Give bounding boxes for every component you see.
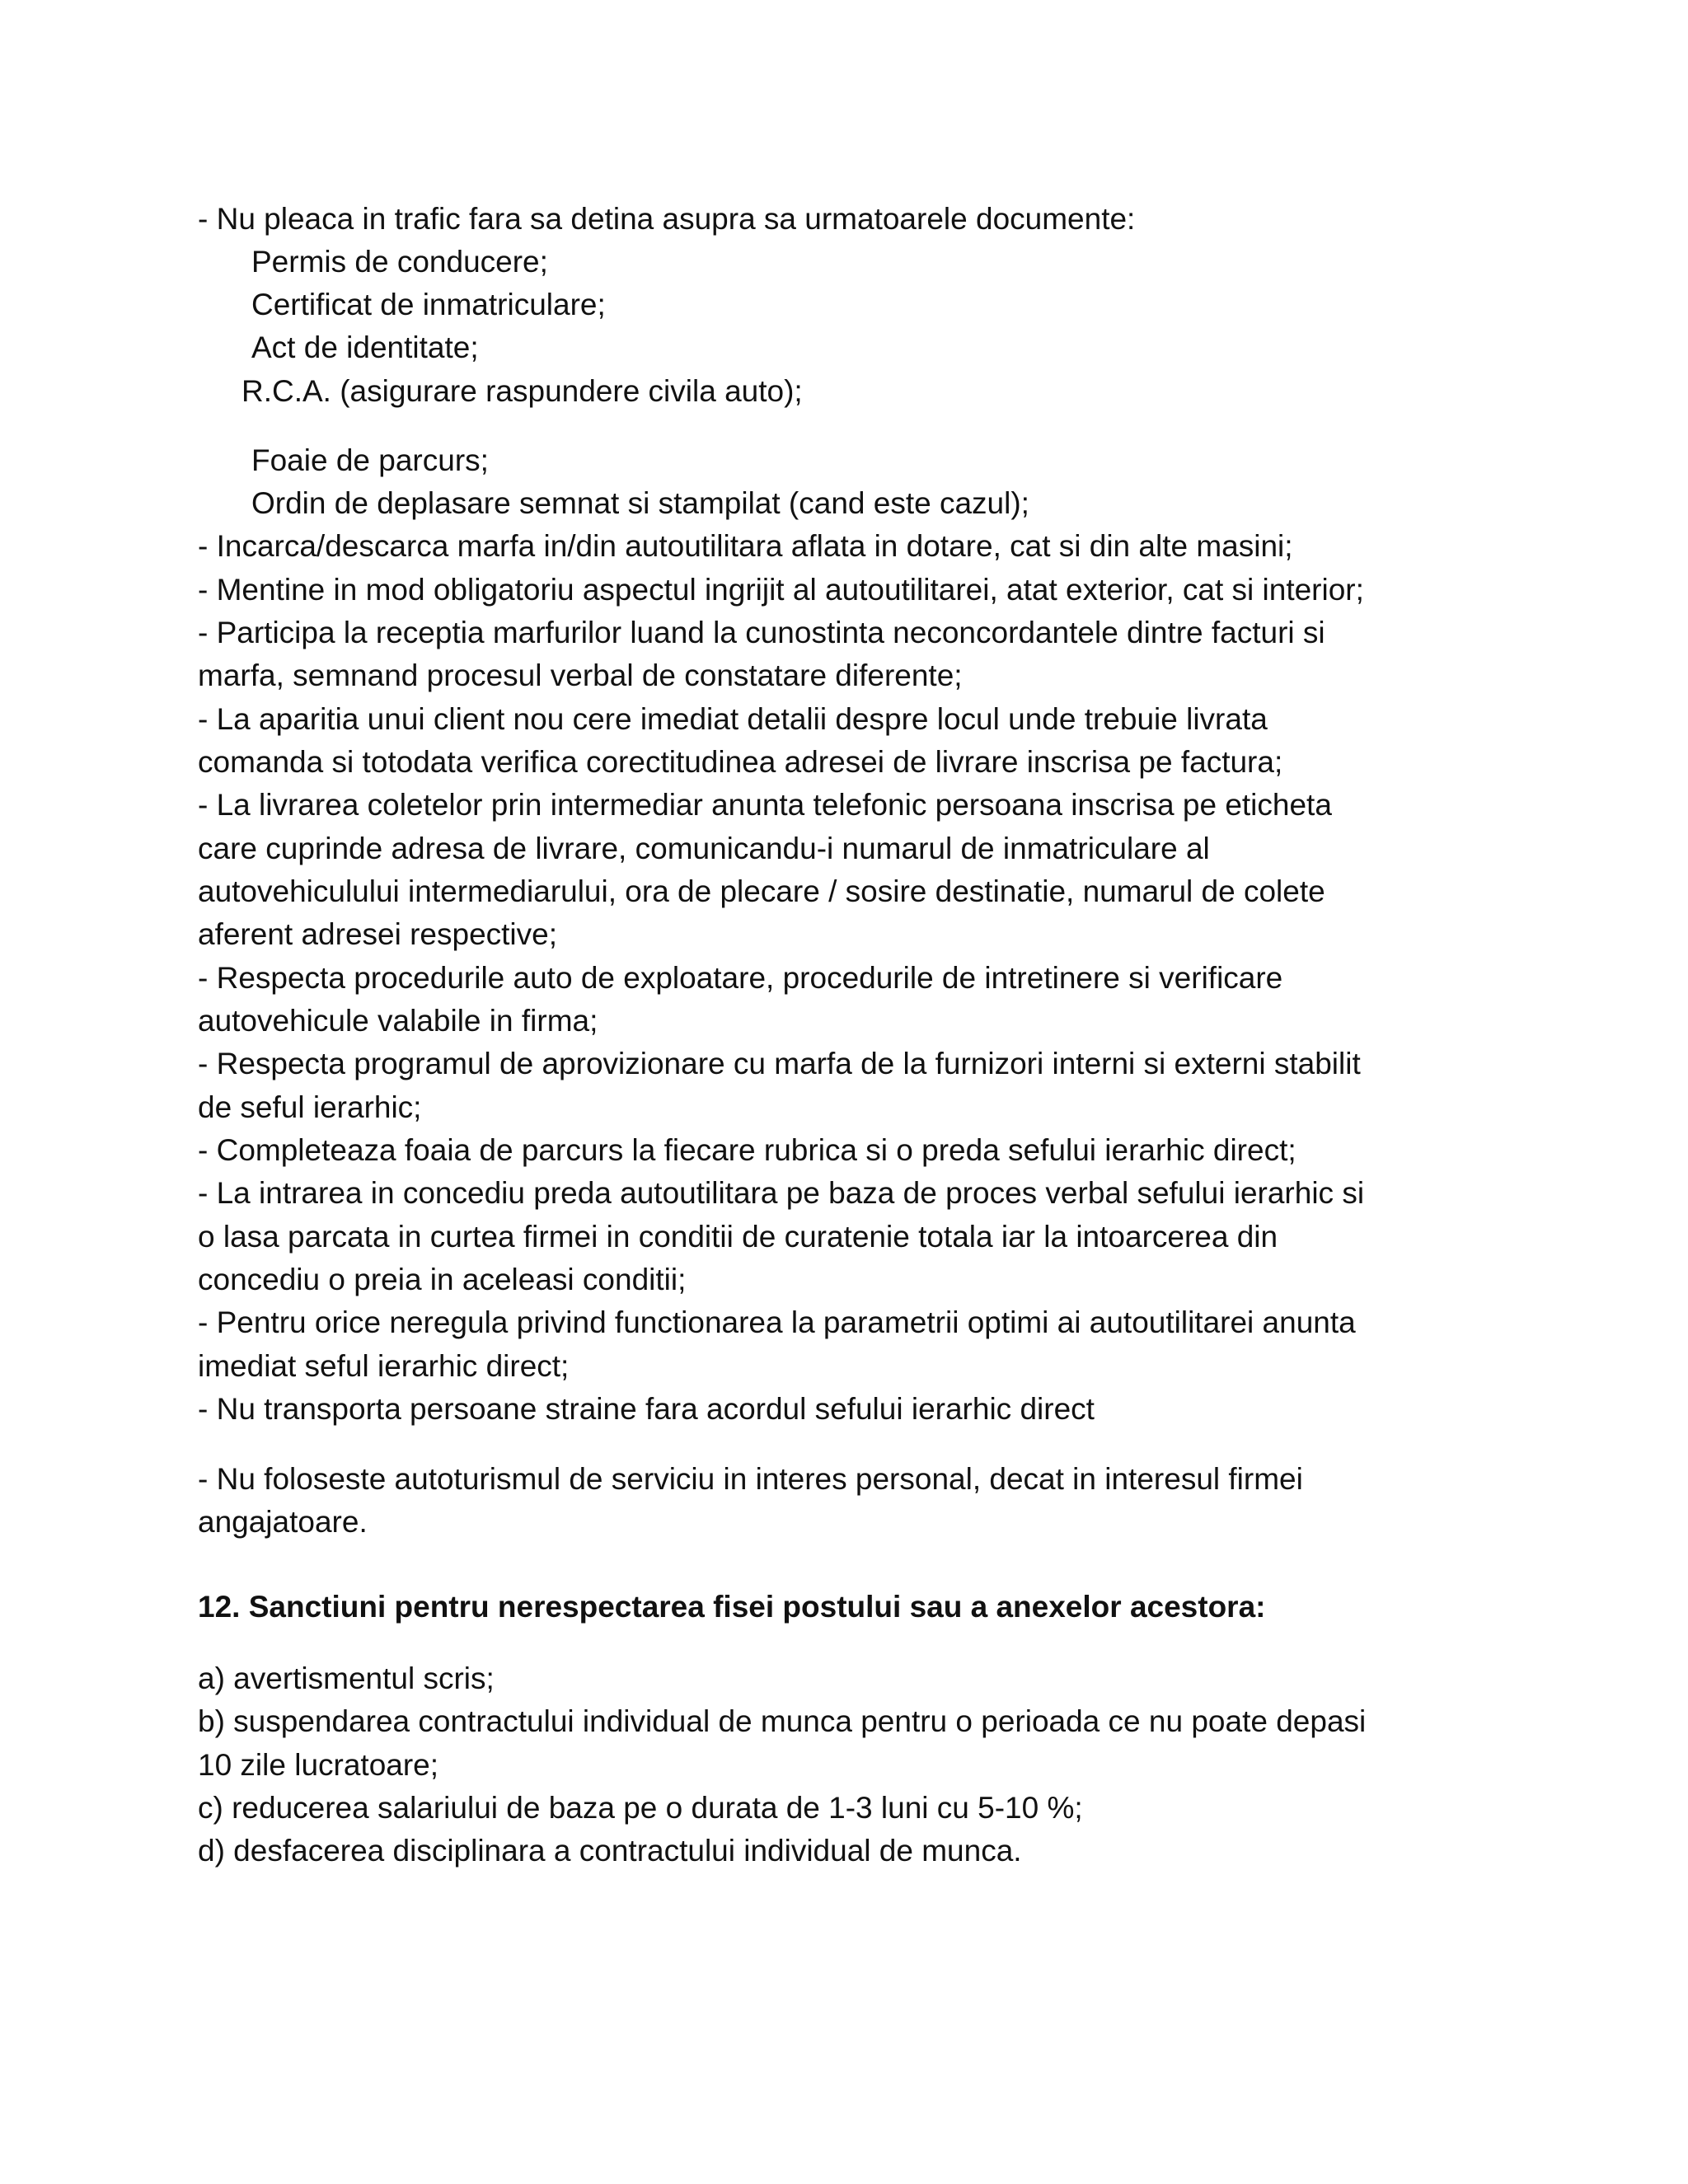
document-item: Ordin de deplasare semnat si stampilat (cand este cazul); [251, 486, 1029, 520]
duty-line: - Respecta programul de aprovizionare cu marfa de la furnizori interni si externi stabilit [198, 1047, 1361, 1080]
sanction-line: a) avertismentul scris; [198, 1661, 495, 1695]
duty-line: o lasa parcata in curtea firmei in conditii de curatenie totala iar la intoarcerea din [198, 1220, 1278, 1254]
sanction-line: b) suspendarea contractului individual de munca pentru o perioada ce nu poate depasi [198, 1704, 1367, 1738]
document-item: R.C.A. (asigurare raspundere civila auto); [241, 374, 803, 408]
sanction-line: c) reducerea salariului de baza pe o durata de 1-3 luni cu 5-10 %; [198, 1791, 1083, 1825]
duty-line: - Respecta procedurile auto de exploatare, procedurile de intretinere si verificare [198, 961, 1283, 995]
documents-intro: - Nu pleaca in trafic fara sa detina asupra sa urmatoarele documente: [198, 202, 1136, 236]
duty-line: - Participa la receptia marfurilor luand la cunostinta neconcordantele dintre facturi si [198, 616, 1325, 649]
sanction-line: 10 zile lucratoare; [198, 1748, 439, 1782]
duty-line: aferent adresei respective; [198, 917, 558, 951]
duty-line: comanda si totodata verifica corectitudinea adresei de livrare inscrisa pe factura; [198, 745, 1283, 779]
personal-use-line: - Nu foloseste autoturismul de serviciu in interes personal, decat in interesul firmei [198, 1462, 1303, 1496]
sanction-line: d) desfacerea disciplinara a contractului individual de munca. [198, 1834, 1022, 1868]
document-item: Certificat de inmatriculare; [251, 288, 606, 321]
duty-line: - La aparitia unui client nou cere imediat detalii despre locul unde trebuie livrata [198, 702, 1268, 736]
document-item: Permis de conducere; [251, 245, 548, 279]
duty-line: - Nu transporta persoane straine fara acordul sefului ierarhic direct [198, 1392, 1095, 1426]
personal-use-line: angajatoare. [198, 1505, 368, 1539]
duty-line: - Pentru orice neregula privind functionarea la parametrii optimi ai autoutilitarei anunta [198, 1305, 1356, 1339]
duty-line: - Completeaza foaia de parcurs la fiecare rubrica si o preda sefului ierarhic direct; [198, 1133, 1296, 1167]
duty-line: - La intrarea in concediu preda autoutilitara pe baza de proces verbal sefului ierarhic si [198, 1176, 1365, 1210]
duty-line: - Incarca/descarca marfa in/din autoutilitara aflata in dotare, cat si din alte masini; [198, 529, 1293, 563]
duty-line: - Mentine in mod obligatoriu aspectul ingrijit al autoutilitarei, atat exterior, cat si interior; [198, 573, 1364, 607]
duty-line: de seful ierarhic; [198, 1090, 422, 1124]
document-item: Act de identitate; [251, 330, 479, 364]
duty-line: autovehicule valabile in firma; [198, 1004, 598, 1038]
duty-line: marfa, semnand procesul verbal de constatare diferente; [198, 658, 963, 692]
duty-line: - La livrarea coletelor prin intermediar anunta telefonic persoana inscrisa pe eticheta [198, 788, 1332, 822]
duty-line: concediu o preia in aceleasi conditii; [198, 1263, 687, 1296]
section-heading: 12. Sanctiuni pentru nerespectarea fisei postului sau a anexelor acestora: [198, 1590, 1266, 1624]
duty-line: care cuprinde adresa de livrare, comunicandu-i numarul de inmatriculare al [198, 832, 1210, 865]
duty-line: autovehiculului intermediarului, ora de plecare / sosire destinatie, numarul de colete [198, 874, 1325, 908]
duty-line: imediat seful ierarhic direct; [198, 1349, 570, 1383]
document-item: Foaie de parcurs; [251, 443, 489, 477]
